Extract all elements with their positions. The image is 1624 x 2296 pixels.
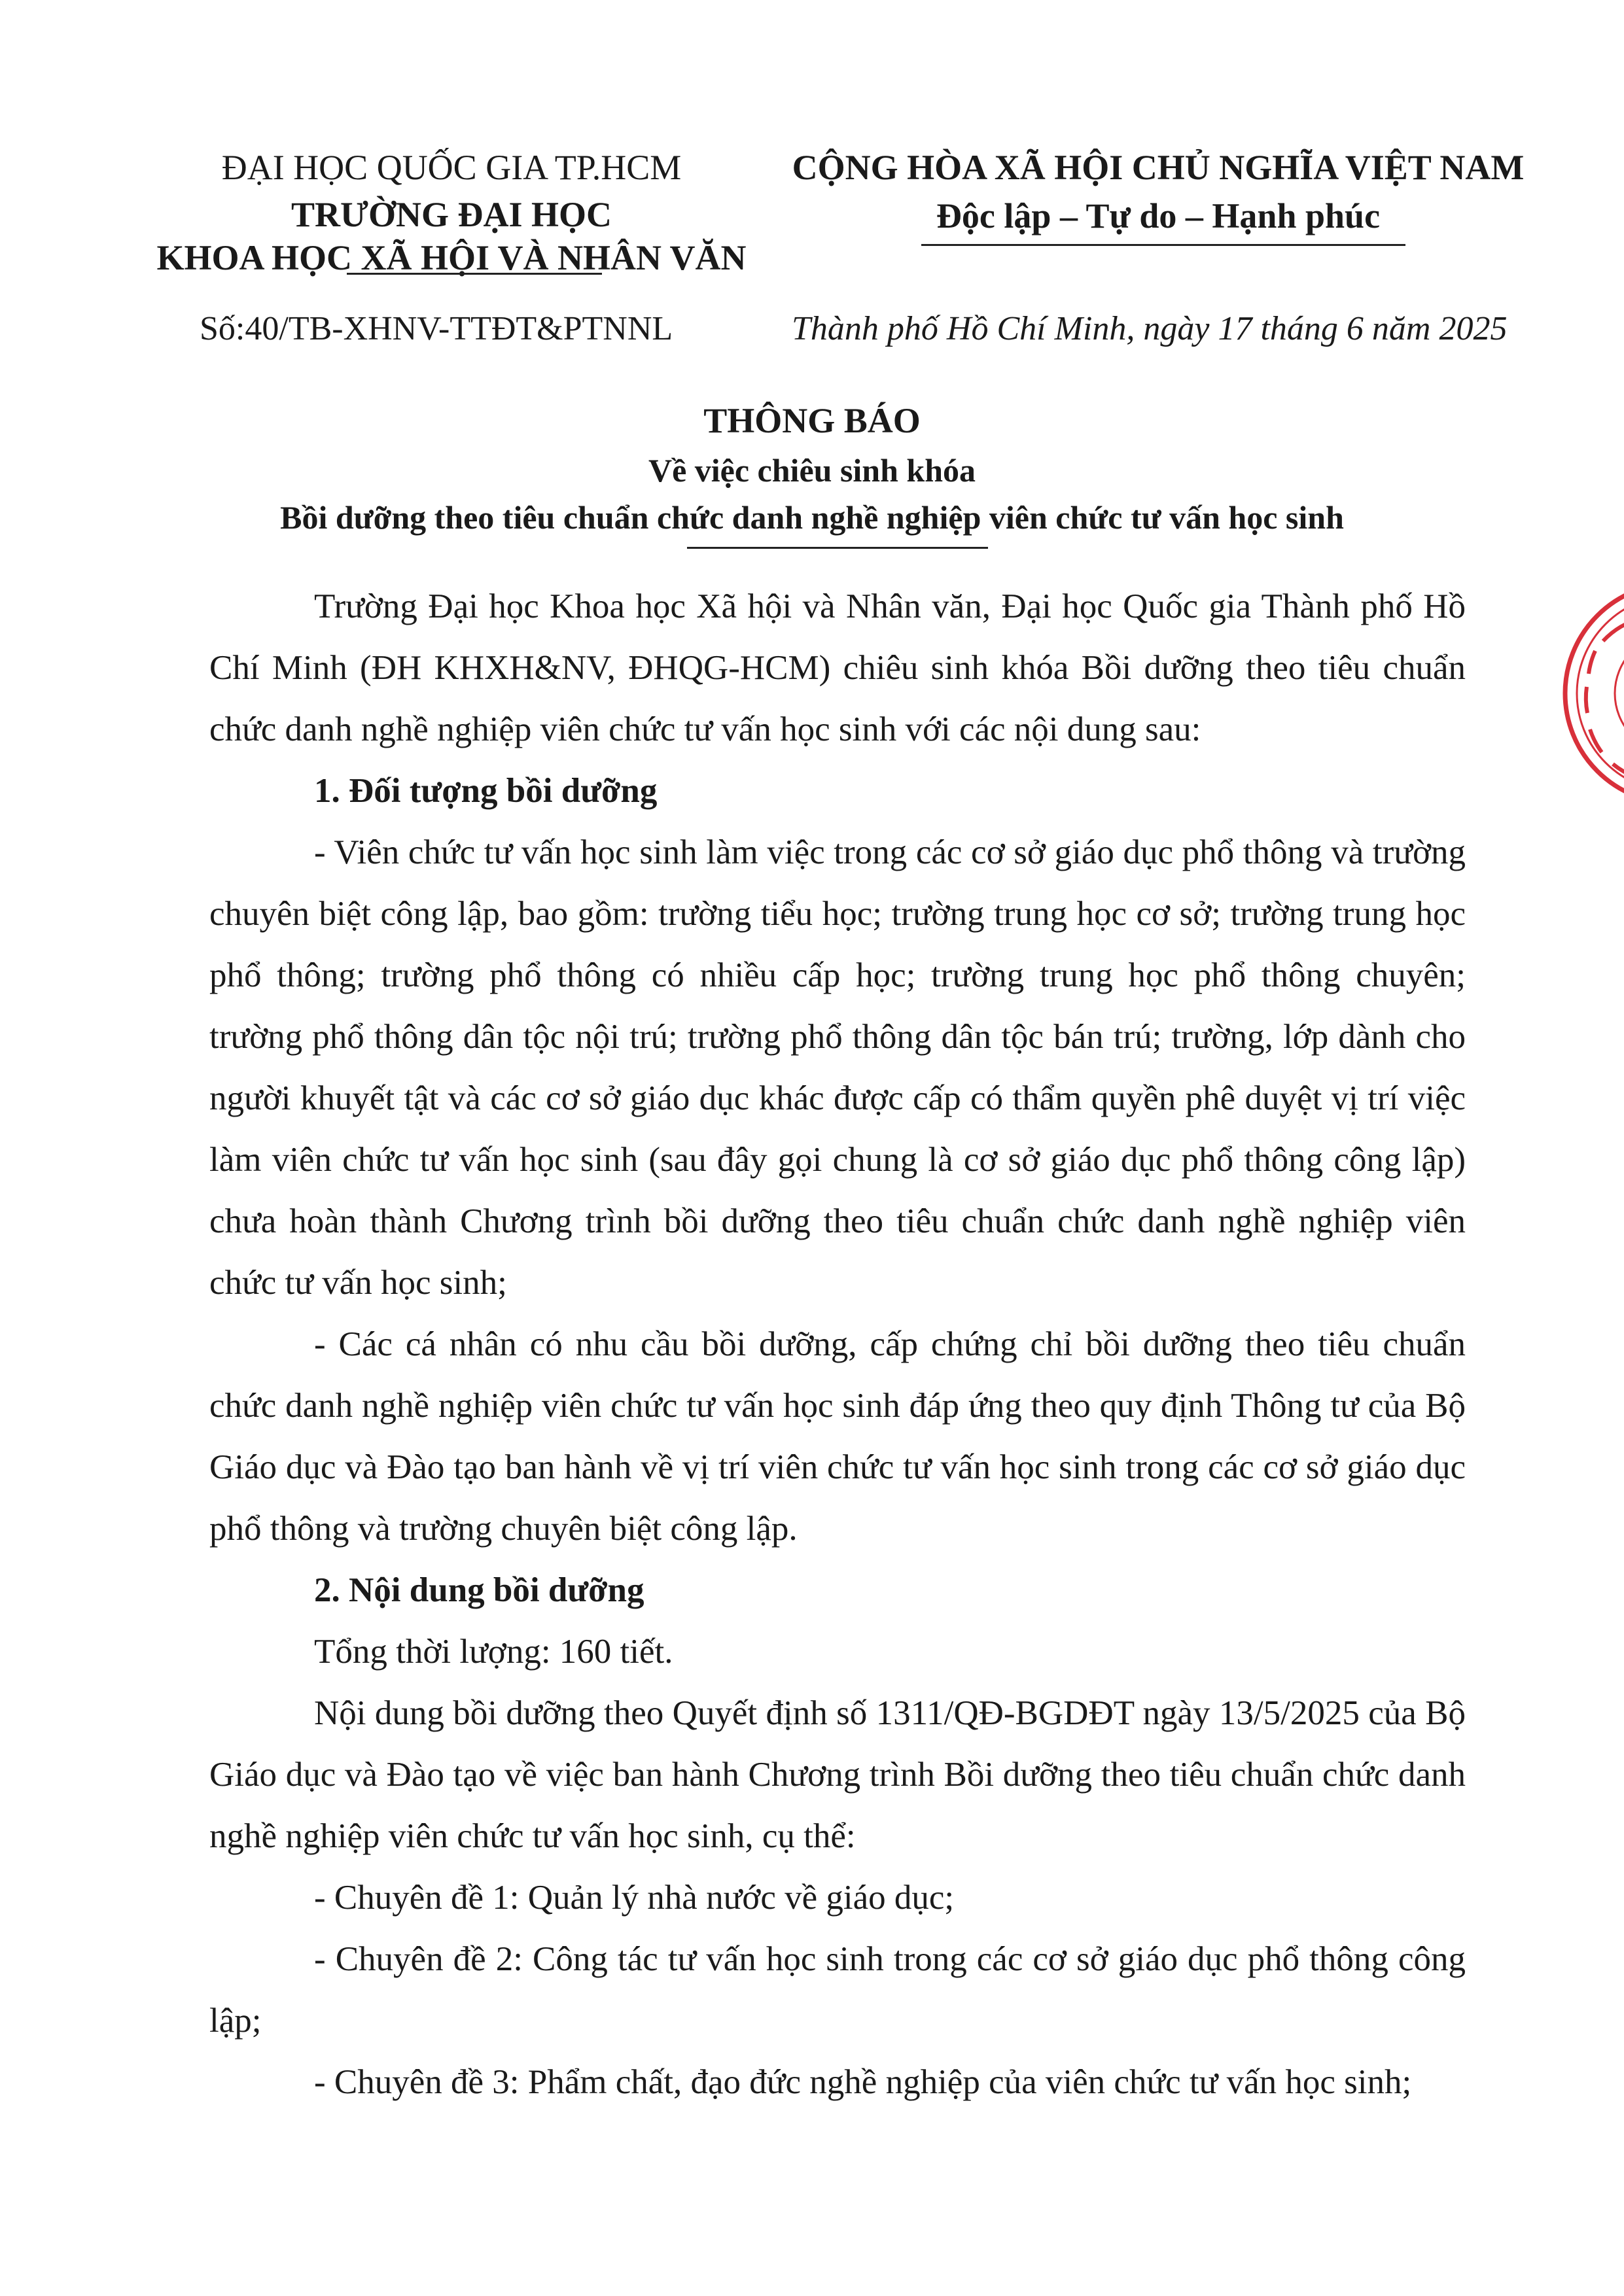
intro-paragraph: Trường Đại học Khoa học Xã hội và Nhân văn, Đại học Quốc gia Thành phố Hồ Chí Minh (ĐH KHXH&NV, ĐHQG-HCM) chiêu sinh khóa Bồi dưỡng theo tiêu chuẩn chức danh nghề nghiệp viên chức tư vấn học sinh với các nội dung sau: — [209, 587, 1466, 748]
document-number: Số:40/TB-XHNV-TTĐT&PTNNL — [200, 310, 673, 347]
header-right-underline — [921, 244, 1405, 246]
place-and-date: Thành phố Hồ Chí Minh, ngày 17 tháng 6 năm 2025 — [792, 310, 1508, 347]
title-underline — [687, 547, 988, 549]
university-name: ĐẠI HỌC QUỐC GIA TP.HCM — [221, 148, 682, 187]
topic-item-3: - Chuyên đề 3: Phẩm chất, đạo đức nghề nghiệp của viên chức tư vấn học sinh; — [314, 2063, 1412, 2101]
document-title: THÔNG BÁO — [703, 401, 921, 440]
official-seal-stamp — [1525, 569, 1624, 818]
topic-item-1: - Chuyên đề 1: Quản lý nhà nước về giáo dục; — [314, 1879, 955, 1917]
section2-heading: 2. Nội dung bồi dưỡng — [314, 1571, 644, 1609]
country-name: CỘNG HÒA XÃ HỘI CHỦ NGHĨA VIỆT NAM — [792, 148, 1525, 187]
course-title: Bồi dưỡng theo tiêu chuẩn chức danh nghề nghiệp viên chức tư vấn học sinh — [280, 499, 1344, 536]
document-subject: Về việc chiêu sinh khóa — [648, 452, 976, 489]
topic-item-2: - Chuyên đề 2: Công tác tư vấn học sinh trong các cơ sở giáo dục phổ thông công lập; — [209, 1940, 1466, 2040]
school-name-line1: TRƯỜNG ĐẠI HỌC — [291, 195, 612, 234]
section1-heading: 1. Đối tượng bồi dưỡng — [314, 772, 658, 810]
section1-paragraph2: - Các cá nhân có nhu cầu bồi dưỡng, cấp chứng chỉ bồi dưỡng theo tiêu chuẩn chức danh nghề nghiệp viên chức tư vấn học sinh đáp ứng theo quy định Thông tư của Bộ Giáo dục và Đào tạo ban hành về vị trí viên chức tư vấn học sinh trong các cơ sở giáo dục phổ thông và trường chuyên biệt công lập. — [209, 1325, 1466, 1548]
section1-paragraph1: - Viên chức tư vấn học sinh làm việc trong các cơ sở giáo dục phổ thông và trường chuyên biệt công lập, bao gồm: trường tiểu học; trường trung học cơ sở; trường trung học phổ thông; trường phổ thông có nhiều cấp học; trường trung học phổ thông chuyên; trường phổ thông dân tộc nội trú; trường phổ thông dân tộc bán trú; trường, lớp dành cho người khuyết tật và các cơ sở giáo dục khác được cấp có thẩm quyền phê duyệt vị trí việc làm viên chức tư vấn học sinh (sau đây gọi chung là cơ sở giáo dục phổ thông công lập) chưa hoàn thành Chương trình bồi dưỡng theo tiêu chuẩn chức danh nghề nghiệp viên chức tư vấn học sinh; — [209, 833, 1466, 1302]
section2-paragraph: Nội dung bồi dưỡng theo Quyết định số 1311/QĐ-BGDĐT ngày 13/5/2025 của Bộ Giáo dục và Đào tạo về việc ban hành Chương trình Bồi dưỡng theo tiêu chuẩn chức danh nghề nghiệp viên chức tư vấn học sinh, cụ thể: — [209, 1694, 1466, 1855]
national-motto: Độc lập – Tự do – Hạnh phúc — [936, 196, 1381, 235]
school-name-line2: KHOA HỌC XÃ HỘI VÀ NHÂN VĂN — [156, 238, 747, 277]
header-left-underline — [347, 273, 602, 275]
total-hours: Tổng thời lượng: 160 tiết. — [314, 1633, 673, 1671]
